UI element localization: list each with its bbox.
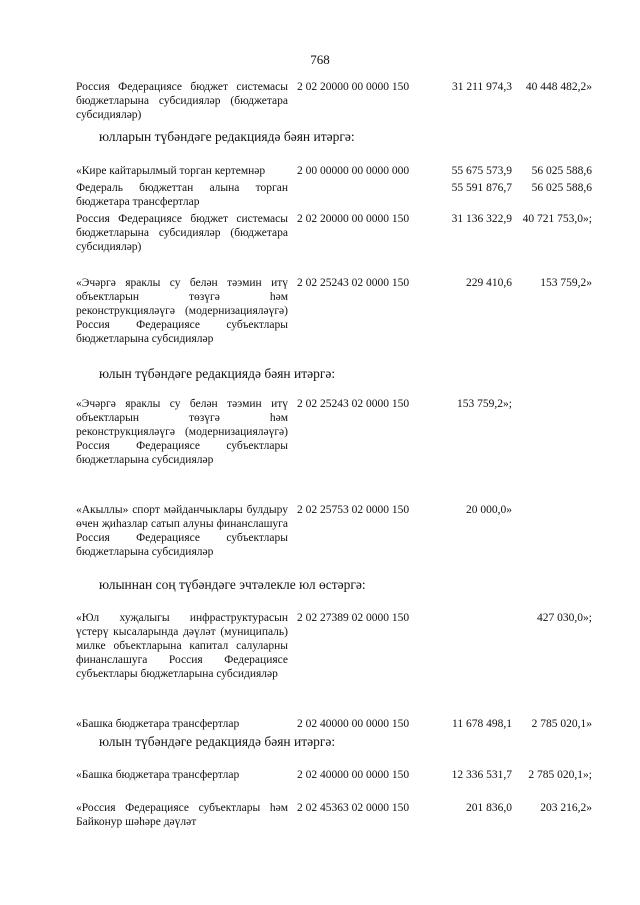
row-code: 2 02 27389 02 0000 150 — [297, 612, 410, 624]
row-description: «Башка бюджетара трансфертлар — [76, 769, 240, 781]
row-description: «Кире кайтарылмый торган кертемнәр — [76, 165, 266, 177]
row-code: 2 02 20000 00 0000 150 — [297, 213, 410, 225]
row-value-2: 2 785 020,1»; — [528, 769, 592, 781]
instruction-text: юлларын түбәндәге редакциядә бәян итәргә: — [99, 129, 355, 144]
page-number: 768 — [310, 52, 330, 67]
row-value-2: 56 025 588,6 — [531, 165, 592, 177]
row-description: Россия Федерациясе бюджет системасы бюджетларына субсидияләр (бюджетара субсидияләр) — [76, 213, 288, 253]
row-value-2: 40 448 482,2» — [525, 81, 592, 93]
row-description: «Россия Федерациясе субъектлары һәм Байконур шәһәре дәүләт — [76, 802, 288, 828]
row-value-1: 11 678 498,1 — [452, 718, 512, 730]
row-description: «Башка бюджетара трансфертлар — [76, 718, 240, 730]
row-value-2: 153 759,2» — [540, 277, 592, 289]
row-value-1: 55 591 876,7 — [451, 182, 512, 194]
row-description: Россия Федерациясе бюджет системасы бюджетларына субсидияләр (бюджетара субсидияләр) — [76, 81, 288, 121]
row-value-1: 12 336 531,7 — [451, 769, 512, 781]
row-code: 2 02 20000 00 0000 150 — [297, 81, 410, 93]
row-value-1: 153 759,2»; — [457, 398, 512, 410]
row-code: 2 00 00000 00 0000 000 — [297, 165, 410, 177]
row-value-1: 31 136 322,9 — [451, 213, 512, 225]
instruction-text: юлыннан соң түбәндәге эчтәлекле юл өстәргә: — [99, 577, 366, 592]
row-code: 2 02 25753 02 0000 150 — [297, 504, 410, 516]
row-description: «Эчәргә яраклы су белән тәэмин итү объектларын төзүгә һәм реконструкцияләүгә (модернизацияләүгә) Россия Федерациясе субъектлары бюджетларына субсидияләр — [76, 277, 288, 345]
row-description: «Акыллы» спорт мәйданчыклары булдыру өчен җиһазлар сатып алуны финанслашуга Россия Федерациясе субъектлары бюджетларына субсидияләр — [76, 504, 288, 558]
row-value-1: 229 410,6 — [466, 277, 512, 289]
row-value-1: 20 000,0» — [466, 504, 512, 516]
row-code: 2 02 25243 02 0000 150 — [297, 398, 410, 410]
instruction-text: юлын түбәндәге редакциядә бәян итәргә: — [99, 734, 336, 749]
row-value-2: 40 721 753,0»; — [522, 213, 592, 225]
row-value-2: 203 216,2» — [540, 802, 592, 814]
row-value-2: 427 030,0»; — [537, 612, 592, 624]
row-code: 2 02 40000 00 0000 150 — [297, 769, 410, 781]
row-description: «Юл хуҗалыгы инфраструктурасын үстерү кысаларында дәүләт (муниципаль) милке объектларына капитал салуларны финанслашуга Россия Федерациясе субъектлары бюджетларына субсидияләр — [76, 612, 288, 680]
row-description: «Эчәргә яраклы су белән тәэмин итү объектларын төзүгә һәм реконструкцияләүгә (модернизацияләүгә) Россия Федерациясе субъектлары бюджетларына субсидияләр — [76, 398, 288, 466]
row-value-1: 201 836,0 — [466, 802, 512, 814]
row-value-1: 31 211 974,3 — [452, 81, 512, 93]
row-value-2: 2 785 020,1» — [531, 718, 592, 730]
row-description: Федераль бюджеттан алына торган бюджетара трансфертлар — [76, 182, 288, 208]
row-code: 2 02 45363 02 0000 150 — [297, 802, 410, 814]
row-code: 2 02 25243 02 0000 150 — [297, 277, 410, 289]
row-value-2: 56 025 588,6 — [531, 182, 592, 194]
instruction-text: юлын түбәндәге редакциядә бәян итәргә: — [99, 366, 336, 381]
row-code: 2 02 40000 00 0000 150 — [297, 718, 410, 730]
row-value-1: 55 675 573,9 — [451, 165, 512, 177]
